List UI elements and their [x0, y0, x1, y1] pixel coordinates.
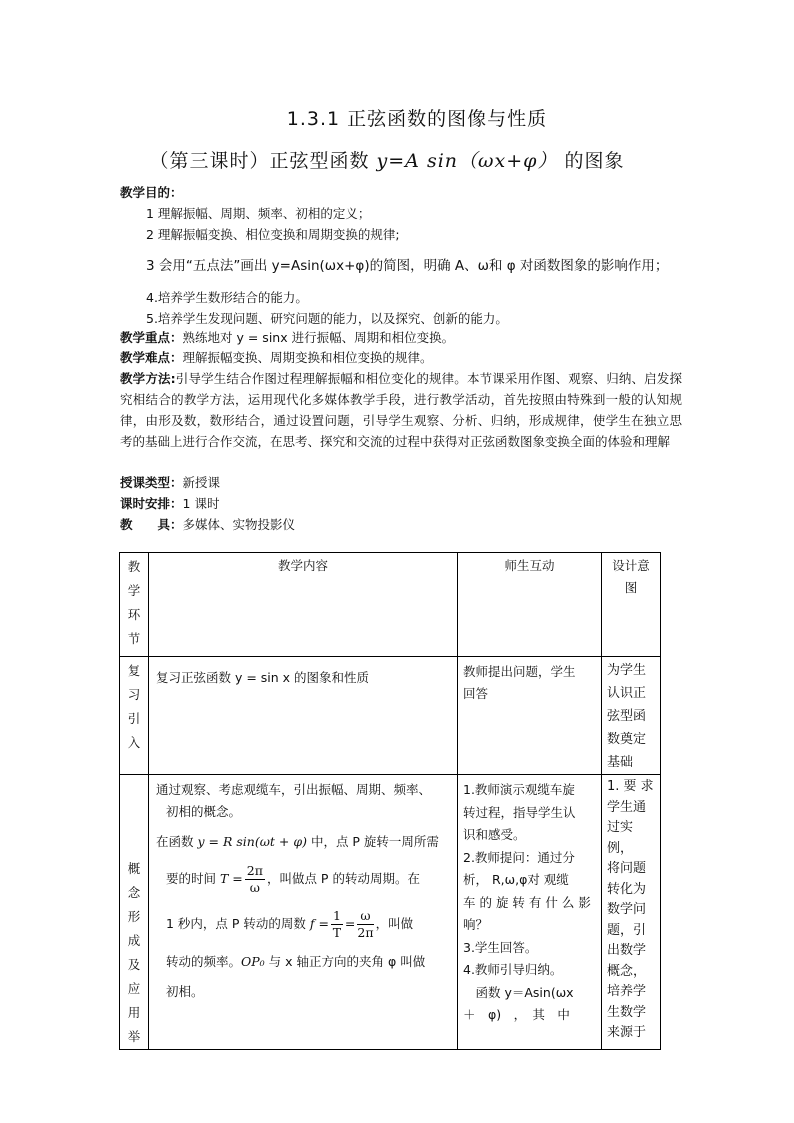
header-stage-char: 环: [127, 607, 141, 622]
interaction-line: 3.学生回答。: [463, 939, 538, 955]
lesson-type-row: [120, 473, 220, 491]
row-intent: [602, 657, 661, 775]
objective-item: 4.培养学生数形结合的能力。: [146, 290, 308, 305]
header-content: 教学内容: [149, 553, 458, 657]
interaction-line: 转过程，指导学生认: [463, 804, 576, 820]
content-line: 初相。: [166, 984, 204, 999]
objective-item: 5.培养学生发现问题、研究问题的能力，以及探究、创新的能力。: [146, 311, 508, 326]
header-stage-char: 学: [127, 583, 141, 598]
intent-line: 基础: [607, 755, 634, 770]
interaction-line: 车 的 旋 转 有 什 么 影: [463, 894, 591, 910]
interaction-text: [458, 775, 601, 1027]
content-span: 与 x 轴正方向的夹角 φ 叫做: [264, 954, 426, 969]
header-intent: [602, 553, 661, 657]
content-line: 通过观察、考虑观缆车，引出振幅、周期、频率、: [156, 782, 432, 797]
interaction-line: 函数 y＝Asin(ωx: [463, 984, 574, 1000]
objective-item: 1 理解振幅、周期、频率、初相的定义；: [146, 206, 371, 221]
header-stage: [120, 553, 149, 657]
page-title: 1.3.1 正弦函数的图像与性质: [286, 108, 548, 130]
schedule-text: 1 课时: [182, 496, 220, 511]
frequency-fraction: [357, 908, 373, 941]
content-span: ，叫做点 P 的转动周期。在: [266, 871, 420, 886]
interaction-text: [458, 657, 601, 705]
fraction-numerator: 2π: [246, 863, 263, 878]
content-line: [156, 863, 453, 896]
frequency-formula: f =: [309, 916, 329, 931]
fraction-denominator: ω: [249, 880, 260, 895]
intent-line: 培养学: [607, 984, 647, 999]
interaction-line: 识和感受。: [463, 827, 526, 842]
content-line: [156, 831, 453, 853]
stage-char: 引: [127, 711, 141, 726]
rotation-formula: y = R sin(ωt + φ): [197, 834, 307, 849]
stage-char: 入: [127, 735, 141, 750]
methods-paragraph: [120, 368, 682, 452]
content-span: 1 秒内，点 P 转动的周数: [166, 916, 310, 931]
header-intent-line: 图: [624, 580, 638, 595]
fraction-denominator: T: [332, 925, 342, 940]
intent-line: 数奠定: [607, 732, 647, 747]
schedule-label: 课时安排：: [120, 496, 183, 511]
row-content: [149, 775, 458, 1050]
header-stage-char: 教: [127, 559, 141, 574]
intent-line: 弦型函: [607, 709, 647, 724]
equals-sign: =: [344, 916, 356, 931]
table-header-row: [120, 553, 661, 657]
stage-char: 念: [127, 885, 141, 900]
intent-line: 过实例，: [607, 820, 634, 856]
page-subtitle: [0, 146, 784, 173]
objective-item: 2 理解振幅变换、相位变换和周期变换的规律;: [146, 227, 400, 242]
lesson-type-text: 新授课: [182, 475, 221, 490]
period-formula: T =: [219, 871, 243, 886]
intent-line: 概念，: [607, 963, 647, 979]
objectives-label: 教学目的：: [120, 185, 183, 200]
intent-line: 1. 要 求: [607, 779, 654, 794]
stage-char: 及: [127, 957, 141, 972]
table-row: [120, 657, 661, 775]
frequency-fraction: [331, 908, 343, 941]
intent-text: [602, 657, 660, 774]
content-span: 中，点 P 旋转一周所需: [306, 834, 439, 849]
stage-char: 概: [127, 861, 141, 876]
intent-line: 转化为: [607, 881, 647, 897]
intent-line: 认识正: [607, 686, 647, 701]
row-content: [149, 657, 458, 775]
interaction-line: 响？: [463, 917, 489, 932]
intent-line: 来源于: [607, 1025, 647, 1040]
row-intent: [602, 775, 661, 1050]
stage-char: 习: [127, 687, 141, 702]
methods-text: 引导学生结合作图过程理解振幅和相位变化的规律。本节课采用作图、观察、归纳、启发探究相结合的教学方法，运用现代化多媒体教学手段，进行教学活动，首先按照由特殊到一般的认知规律，由形及数，数形结合，通过设置问题，引导学生观察、分析、归纳，形成规律，使学生在独立思考的基础上进行合作交流，在思考、探究和交流的过程中获得对正弦函数图象变换全面的体验和理解: [120, 371, 682, 449]
interaction-line: 回答: [463, 686, 489, 701]
interaction-line: 析， R,ω,φ对 观缆: [463, 872, 569, 887]
difficulties-text: 理解振幅变换、周期变换和相位变换的规律。: [182, 350, 433, 365]
difficulties-row: [120, 348, 433, 366]
period-fraction: [245, 863, 265, 896]
stage-char: 应: [127, 981, 141, 996]
row-stage: [120, 657, 149, 775]
header-intent-line: 设计意: [612, 558, 650, 573]
content-line: [156, 951, 453, 973]
interaction-line: 教师提出问题，学生: [463, 664, 576, 679]
header-stage-char: 节: [127, 631, 141, 646]
difficulties-label: 教学难点：: [120, 350, 183, 365]
content-text: [149, 775, 457, 1003]
row-interaction: [458, 775, 602, 1050]
intent-line: 出数学: [607, 943, 647, 958]
subtitle-prefix: （第三课时）正弦型函数: [149, 150, 377, 172]
table-row: [120, 775, 661, 1050]
intent-line: 为学生: [607, 663, 647, 678]
tools-text: 多媒体、实物投影仪: [182, 517, 296, 532]
subtitle-formula: y=A sin（ωx+φ）: [376, 150, 558, 172]
intent-line: 生数学: [607, 1004, 647, 1020]
content-span: 要的时间: [166, 871, 220, 886]
interaction-line: 4.教师引导归纳。: [463, 962, 563, 977]
tools-row: [120, 515, 295, 533]
content-line: 初相的概念。: [166, 804, 242, 819]
key-points-label: 教学重点：: [120, 330, 183, 345]
row-stage: [120, 775, 149, 1050]
content-span: 在函数: [156, 834, 198, 849]
intent-line: 题，引: [607, 922, 647, 938]
stage-char: 形: [127, 909, 141, 924]
subtitle-suffix: 的图象: [557, 150, 625, 172]
methods-label: 教学方法:: [120, 371, 176, 386]
objective-item: 3 会用“五点法”画出 y=Asin(ωx+φ)的简图，明确 A、ω和 φ 对函数图象的影响作用；: [146, 258, 669, 274]
row-interaction: [458, 657, 602, 775]
key-points-text: 熟练地对 y = sinx 进行振幅、周期和相位变换。: [182, 330, 455, 345]
header-interaction: 师生互动: [458, 553, 602, 657]
op0-symbol: OP₀: [241, 954, 265, 969]
content-span: 转动的频率。: [166, 954, 242, 969]
interaction-line: ＋ φ) ， 其 中: [463, 1007, 570, 1022]
stage-char: 复: [127, 663, 141, 678]
lesson-table: [119, 552, 661, 1050]
fraction-numerator: 1: [332, 908, 341, 923]
lesson-type-label: 授课类型：: [120, 475, 183, 490]
intent-text: [602, 775, 660, 1044]
interaction-line: 1.教师演示观缆车旋: [463, 782, 575, 797]
stage-char: 用: [127, 1005, 141, 1020]
stage-char: 成: [127, 933, 141, 948]
interaction-line: 2.教师提问：通过分: [463, 849, 575, 865]
intent-line: 将问题: [607, 861, 647, 876]
fraction-numerator: ω: [357, 908, 373, 925]
key-points-row: [120, 328, 454, 346]
schedule-row: [120, 494, 219, 512]
tools-label: 教 具：: [120, 517, 183, 532]
stage-char: 举: [127, 1029, 141, 1044]
content-text: 复习正弦函数 y = sin x 的图象和性质: [156, 670, 370, 685]
intent-line: 学生通: [607, 799, 647, 815]
intent-line: 数学问: [607, 902, 647, 917]
content-span: ，叫做: [375, 916, 414, 931]
content-line: [156, 908, 453, 941]
fraction-denominator: 2π: [357, 925, 374, 940]
